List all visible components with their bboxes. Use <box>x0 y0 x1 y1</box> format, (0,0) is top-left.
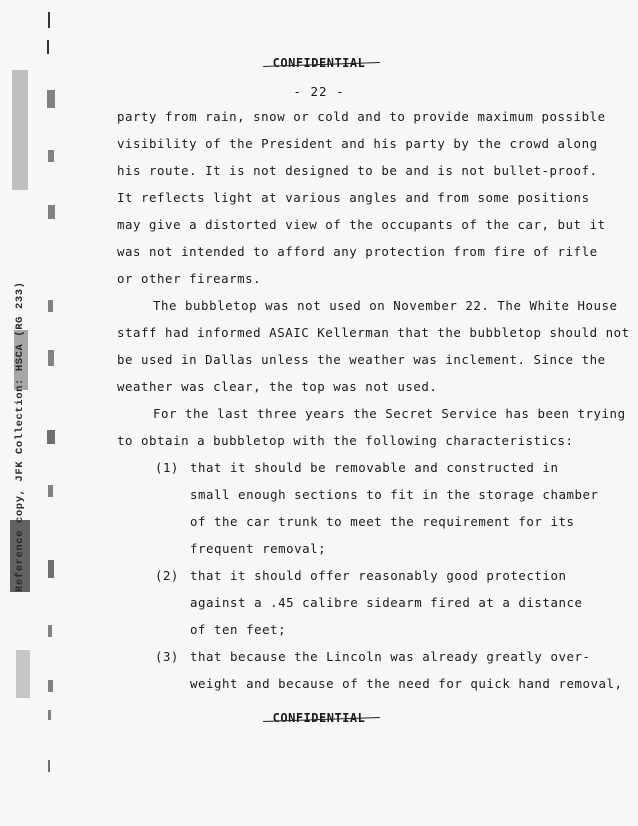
list-item-line: that it should be removable and constructed in <box>190 460 559 475</box>
body-line: to obtain a bubbletop with the following characteristics: <box>117 433 574 448</box>
archive-reference-stamp: Reference copy, JFK Collection: HSCA (RG 233) <box>14 281 26 592</box>
body-line: be used in Dallas unless the weather was inclement. Since the <box>117 352 606 367</box>
list-item-line: of ten feet; <box>190 622 287 637</box>
list-marker: (1) <box>155 460 179 475</box>
list-item-line: weight and because of the need for quick hand removal, <box>190 676 623 691</box>
body-line: The bubbletop was not used on November 22. The White House <box>153 298 618 313</box>
body-line: may give a distorted view of the occupants of the car, but it <box>117 217 606 232</box>
list-item-line: of the car trunk to meet the requirement for its <box>190 514 575 529</box>
list-item-line: small enough sections to fit in the storage chamber <box>190 487 599 502</box>
list-marker: (2) <box>155 568 179 583</box>
footer-classification: CONFIDENTIAL <box>0 711 638 725</box>
list-item-line: that because the Lincoln was already greatly over- <box>190 649 591 664</box>
list-item-line: that it should offer reasonably good protection <box>190 568 567 583</box>
scan-margin <box>0 0 70 826</box>
body-line: his route. It is not designed to be and is not bullet-proof. <box>117 163 598 178</box>
body-line: visibility of the President and his party by the crowd along <box>117 136 598 151</box>
body-line: party from rain, snow or cold and to provide maximum possible <box>117 109 606 124</box>
list-marker: (3) <box>155 649 179 664</box>
body-line: was not intended to afford any protection from fire of rifle <box>117 244 598 259</box>
body-line: For the last three years the Secret Service has been trying <box>153 406 626 421</box>
body-line: staff had informed ASAIC Kellerman that the bubbletop should not <box>117 325 630 340</box>
list-item-line: against a .45 calibre sidearm fired at a distance <box>190 595 583 610</box>
header-classification: CONFIDENTIAL <box>0 56 638 70</box>
body-line: It reflects light at various angles and from some positions <box>117 190 590 205</box>
list-item-line: frequent removal; <box>190 541 327 556</box>
page-number: - 22 - <box>293 84 345 99</box>
body-line: or other firearms. <box>117 271 262 286</box>
body-line: weather was clear, the top was not used. <box>117 379 438 394</box>
